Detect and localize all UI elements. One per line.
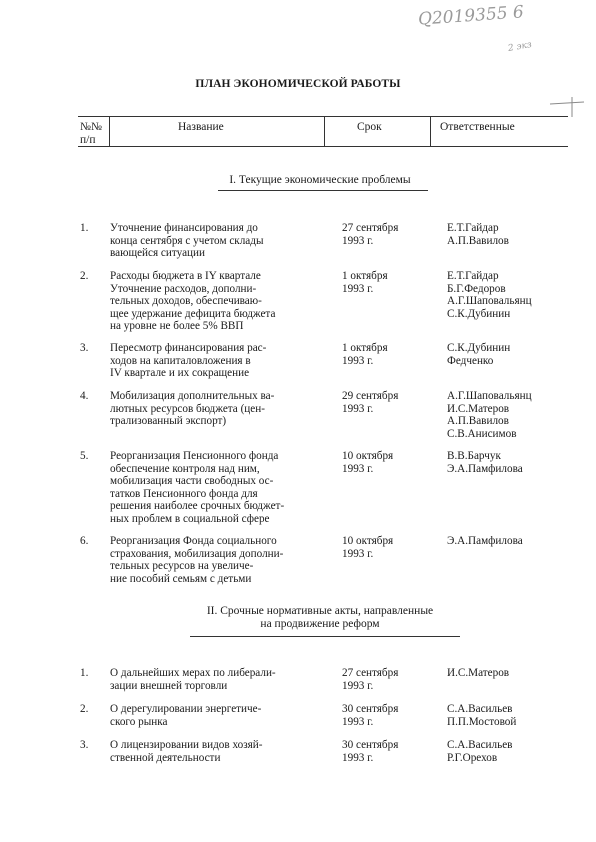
item-responsible: С.К.Дубинин Федченко — [447, 342, 511, 367]
header-responsible: Ответственные — [440, 121, 515, 133]
item-number: 2. — [80, 703, 89, 715]
item-date: 30 сентября 1993 г. — [342, 703, 399, 728]
item-responsible: С.А.Васильев Р.Г.Орехов — [447, 739, 513, 764]
section-underline — [218, 190, 428, 191]
item-date: 1 октября 1993 г. — [342, 270, 388, 295]
item-responsible: В.В.Барчук Э.А.Памфилова — [447, 450, 523, 475]
item-date: 10 октября 1993 г. — [342, 535, 394, 560]
item-date: 1 октября 1993 г. — [342, 342, 388, 367]
section-underline — [190, 636, 460, 637]
handwritten-archive-number: Q2019355 6 — [417, 2, 525, 30]
item-date: 27 сентября 1993 г. — [342, 667, 399, 692]
header-name: Название — [178, 121, 224, 133]
item-responsible: А.Г.Шаповальянц И.С.Матеров А.П.Вавилов С.В.Анисимов — [447, 390, 532, 440]
handwritten-note: 2 экз — [507, 39, 533, 55]
item-number: 1. — [80, 667, 89, 679]
item-name: О дерегулировании энергетиче- ского рынка — [110, 703, 262, 728]
item-date: 30 сентября 1993 г. — [342, 739, 399, 764]
header-top-border — [78, 116, 568, 117]
item-name: Мобилизация дополнительных ва- лютных ресурсов бюджета (цен- трализованный экспорт) — [110, 390, 275, 428]
item-name: Уточнение финансирования до конца сентября с учетом склады вающейся ситуации — [110, 222, 264, 260]
handwritten-mark — [548, 96, 588, 118]
item-number: 3. — [80, 739, 89, 751]
section-title: II. Срочные нормативные акты, направленные на продвижение реформ — [206, 605, 434, 630]
header-divider — [109, 116, 110, 146]
item-responsible: Е.Т.Гайдар А.П.Вавилов — [447, 222, 509, 247]
item-number: 4. — [80, 390, 89, 402]
item-number: 3. — [80, 342, 89, 354]
header-term: Срок — [357, 121, 382, 133]
item-responsible: И.С.Матеров — [447, 667, 510, 679]
item-name: Расходы бюджета в IY квартале Уточнение расходов, дополни- тельных доходов, обеспечиваю- щее удержание дефицита бюджета на уровне не более 5% ВВП — [110, 270, 276, 333]
item-number: 2. — [80, 270, 89, 282]
header-bottom-border — [78, 146, 568, 147]
item-number: 1. — [80, 222, 89, 234]
item-number: 6. — [80, 535, 89, 547]
header-divider — [430, 116, 431, 146]
header-num: №№ п/п — [80, 121, 102, 146]
item-name: О дальнейших мерах по либерали- зации внешней торговли — [110, 667, 276, 692]
item-name: О лицензировании видов хозяй- ственной деятельности — [110, 739, 263, 764]
item-name: Реорганизация Фонда социального страхования, мобилизация дополни- тельных ресурсов на увеличе- ние пособий семьям с детьми — [110, 535, 284, 585]
item-date: 29 сентября 1993 г. — [342, 390, 399, 415]
item-date: 27 сентября 1993 г. — [342, 222, 399, 247]
item-number: 5. — [80, 450, 89, 462]
item-responsible: Е.Т.Гайдар Б.Г.Федоров А.Г.Шаповальянц С.К.Дубинин — [447, 270, 532, 320]
item-date: 10 октября 1993 г. — [342, 450, 394, 475]
document-title: ПЛАН ЭКОНОМИЧЕСКОЙ РАБОТЫ — [195, 78, 401, 90]
item-responsible: С.А.Васильев П.П.Мостовой — [447, 703, 517, 728]
item-responsible: Э.А.Памфилова — [447, 535, 523, 547]
item-name: Пересмотр финансирования рас- ходов на капиталовложения в IV квартале и их сокращение — [110, 342, 267, 380]
item-name: Реорганизация Пенсионного фонда обеспечение контроля над ним, мобилизация части свободных ос- татков Пенсионного фонда для решения наиболее срочных бюджет- ных проблем в социальной сфере — [110, 450, 285, 525]
section-title: I. Текущие экономические проблемы — [229, 174, 411, 186]
header-divider — [324, 116, 325, 146]
